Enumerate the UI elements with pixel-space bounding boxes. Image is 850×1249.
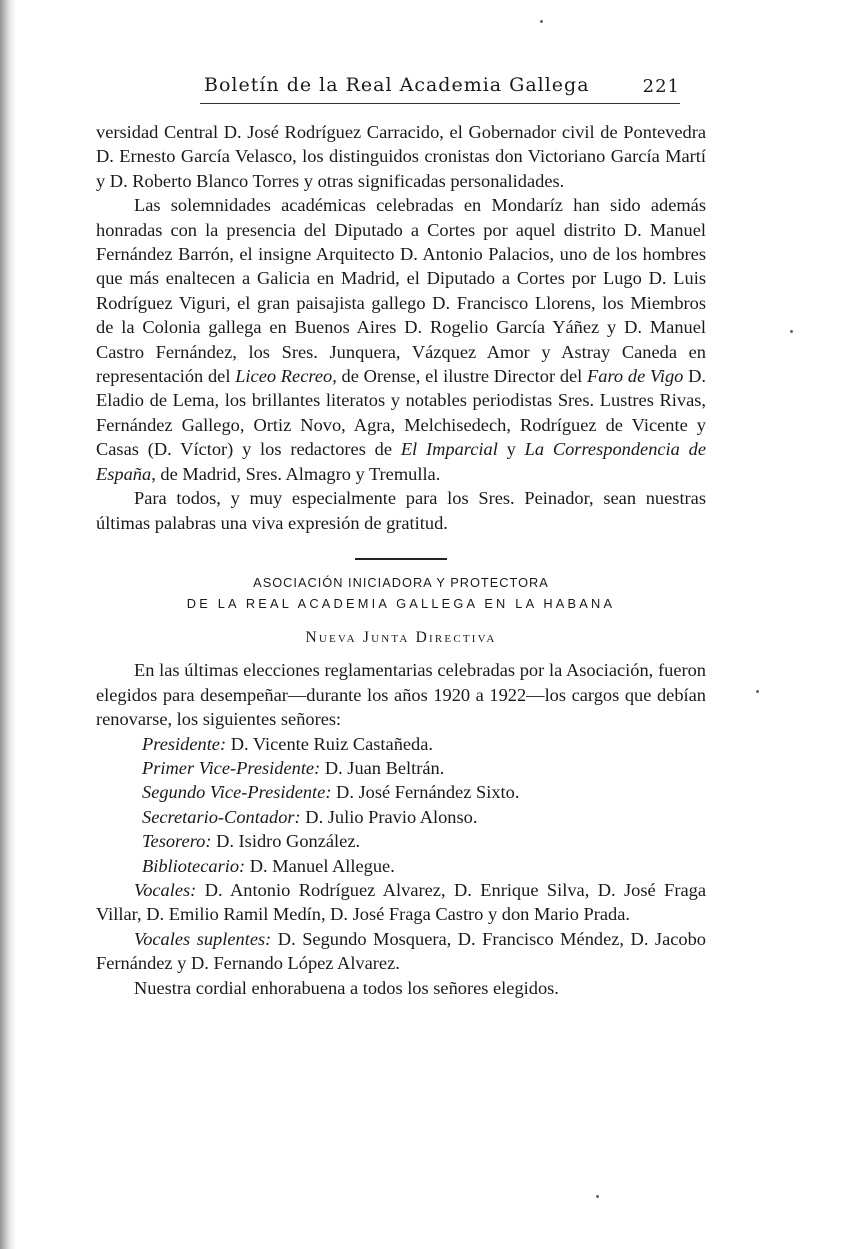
- paragraph-continuation: versidad Central D. José Rodríguez Carracido, el Gobernador civil de Pontevedra D. Ernesto García Velasco, los distinguidos cronistas don Victoriano García Martí y D. Roberto Blanco Torres y otras significadas personalidades.: [96, 122, 706, 191]
- faro-de-vigo-title: Faro de Vigo: [587, 366, 684, 387]
- scan-speck: [756, 690, 759, 693]
- closing-paragraph: Nuestra cordial enhorabuena a todos los señores elegidos.: [134, 977, 559, 998]
- page-body: [96, 120, 706, 1000]
- section-subheading: Nueva Junta Directiva: [305, 628, 497, 646]
- section-separator: [355, 558, 447, 560]
- office-presidente: [96, 732, 706, 756]
- el-imparcial-title: El Imparcial: [400, 439, 498, 460]
- office-role: Vocales:: [134, 879, 197, 900]
- office-role: Presidente:: [142, 733, 227, 754]
- scan-speck: [790, 330, 793, 333]
- office-name: D. Segundo Mosquera, D. Francisco Méndez, D. Jacobo Fernández y D. Fernando López Alvarez.: [96, 928, 707, 974]
- header-rule: [200, 103, 680, 104]
- journal-title: Boletín de la Real Academia Gallega: [204, 74, 590, 96]
- office-name: D. Isidro González.: [211, 831, 361, 852]
- office-vocales: [96, 878, 706, 927]
- after-correspondencia-text: , de Madrid, Sres. Almagro y Tremulla.: [151, 463, 441, 484]
- office-vocales-suplentes: [96, 927, 706, 976]
- office-name: D. Julio Pravio Alonso.: [300, 806, 478, 827]
- after-faro-text: D. Eladio de Lema, los brillantes literatos y notables periodistas Sres. Lustres Rivas, Fernández Gallego, Ortiz Novo, Agra, Melchisedech, Rodríguez de Vicente y Casas (D. Víctor) y los redactores de: [96, 366, 706, 460]
- section-title-line2: DE LA REAL ACADEMIA GALLEGA EN LA HABANA: [186, 595, 616, 611]
- office-role: Vocales suplentes:: [134, 928, 272, 949]
- office-name: D. Juan Beltrán.: [320, 757, 445, 778]
- office-name: D. Antonio Rodríguez Alvarez, D. Enrique Silva, D. José Fraga Villar, D. Emilio Ramil Medín, D. José Fraga Castro y don Mario Prada.: [96, 879, 706, 925]
- office-name: D. José Fernández Sixto.: [331, 782, 520, 803]
- la-correspondencia-title: La Correspondencia de España: [96, 439, 707, 484]
- office-role: Primer Vice-Presidente:: [142, 757, 321, 778]
- liceo-recreo-title: Liceo Recreo: [235, 366, 333, 387]
- office-role: Secretario-Contador:: [142, 806, 301, 827]
- office-role: Bibliotecario:: [142, 855, 246, 876]
- office-bibliotecario: [96, 854, 706, 878]
- scan-edge-shadow: [0, 0, 16, 1249]
- office-segundo-vice: [96, 780, 706, 804]
- section-title-line1: ASOCIACIÓN INICIADORA Y PROTECTORA: [253, 574, 549, 590]
- page-number: 221: [642, 76, 680, 97]
- paragraph-solemnidades: [96, 193, 706, 486]
- paragraph-solemnidades-text: Las solemnidades académicas celebradas en Mondaríz han sido además honradas con la presencia del Diputado a Cortes por aquel distrito D. Manuel Fernández Barrón, el insigne Arquitecto D. Antonio Palacios, uno de los hombres que más enaltecen a Galicia en Madrid, el Diputado a Cortes por Lugo D. Luis Rodríguez Viguri, el gran paisajista gallego D. Francisco Llorens, los Miembros de la Colonia gallega en Buenos Aires D. Rogelio García Yáñez y D. Manuel Castro Fernández, los Sres. Junquera, Vázquez Amor y Astray Caneda en representación del: [96, 195, 706, 387]
- office-name: D. Vicente Ruiz Castañeda.: [226, 733, 434, 754]
- office-role: Segundo Vice-Presidente:: [142, 782, 332, 803]
- office-primer-vice: [96, 756, 706, 780]
- running-header: [200, 74, 680, 102]
- office-name: D. Manuel Allegue.: [245, 855, 395, 876]
- scan-speck: [540, 20, 543, 23]
- office-role: Tesorero:: [142, 831, 212, 852]
- office-secretario: [96, 805, 706, 829]
- elections-intro: En las últimas elecciones reglamentarias celebradas por la Asociación, fueron elegidos para desempeñar—durante los años 1920 a 1922—los cargos que debían renovarse, los siguientes señores:: [96, 660, 706, 730]
- office-tesorero: [96, 829, 706, 853]
- conjunction-y: y: [497, 439, 525, 460]
- scan-speck: [596, 1195, 599, 1198]
- after-liceo-text: , de Orense, el ilustre Director del: [332, 366, 588, 387]
- paragraph-gratitud: Para todos, y muy especialmente para los Sres. Peinador, sean nuestras últimas palabras una viva expresión de gratitud.: [96, 488, 706, 533]
